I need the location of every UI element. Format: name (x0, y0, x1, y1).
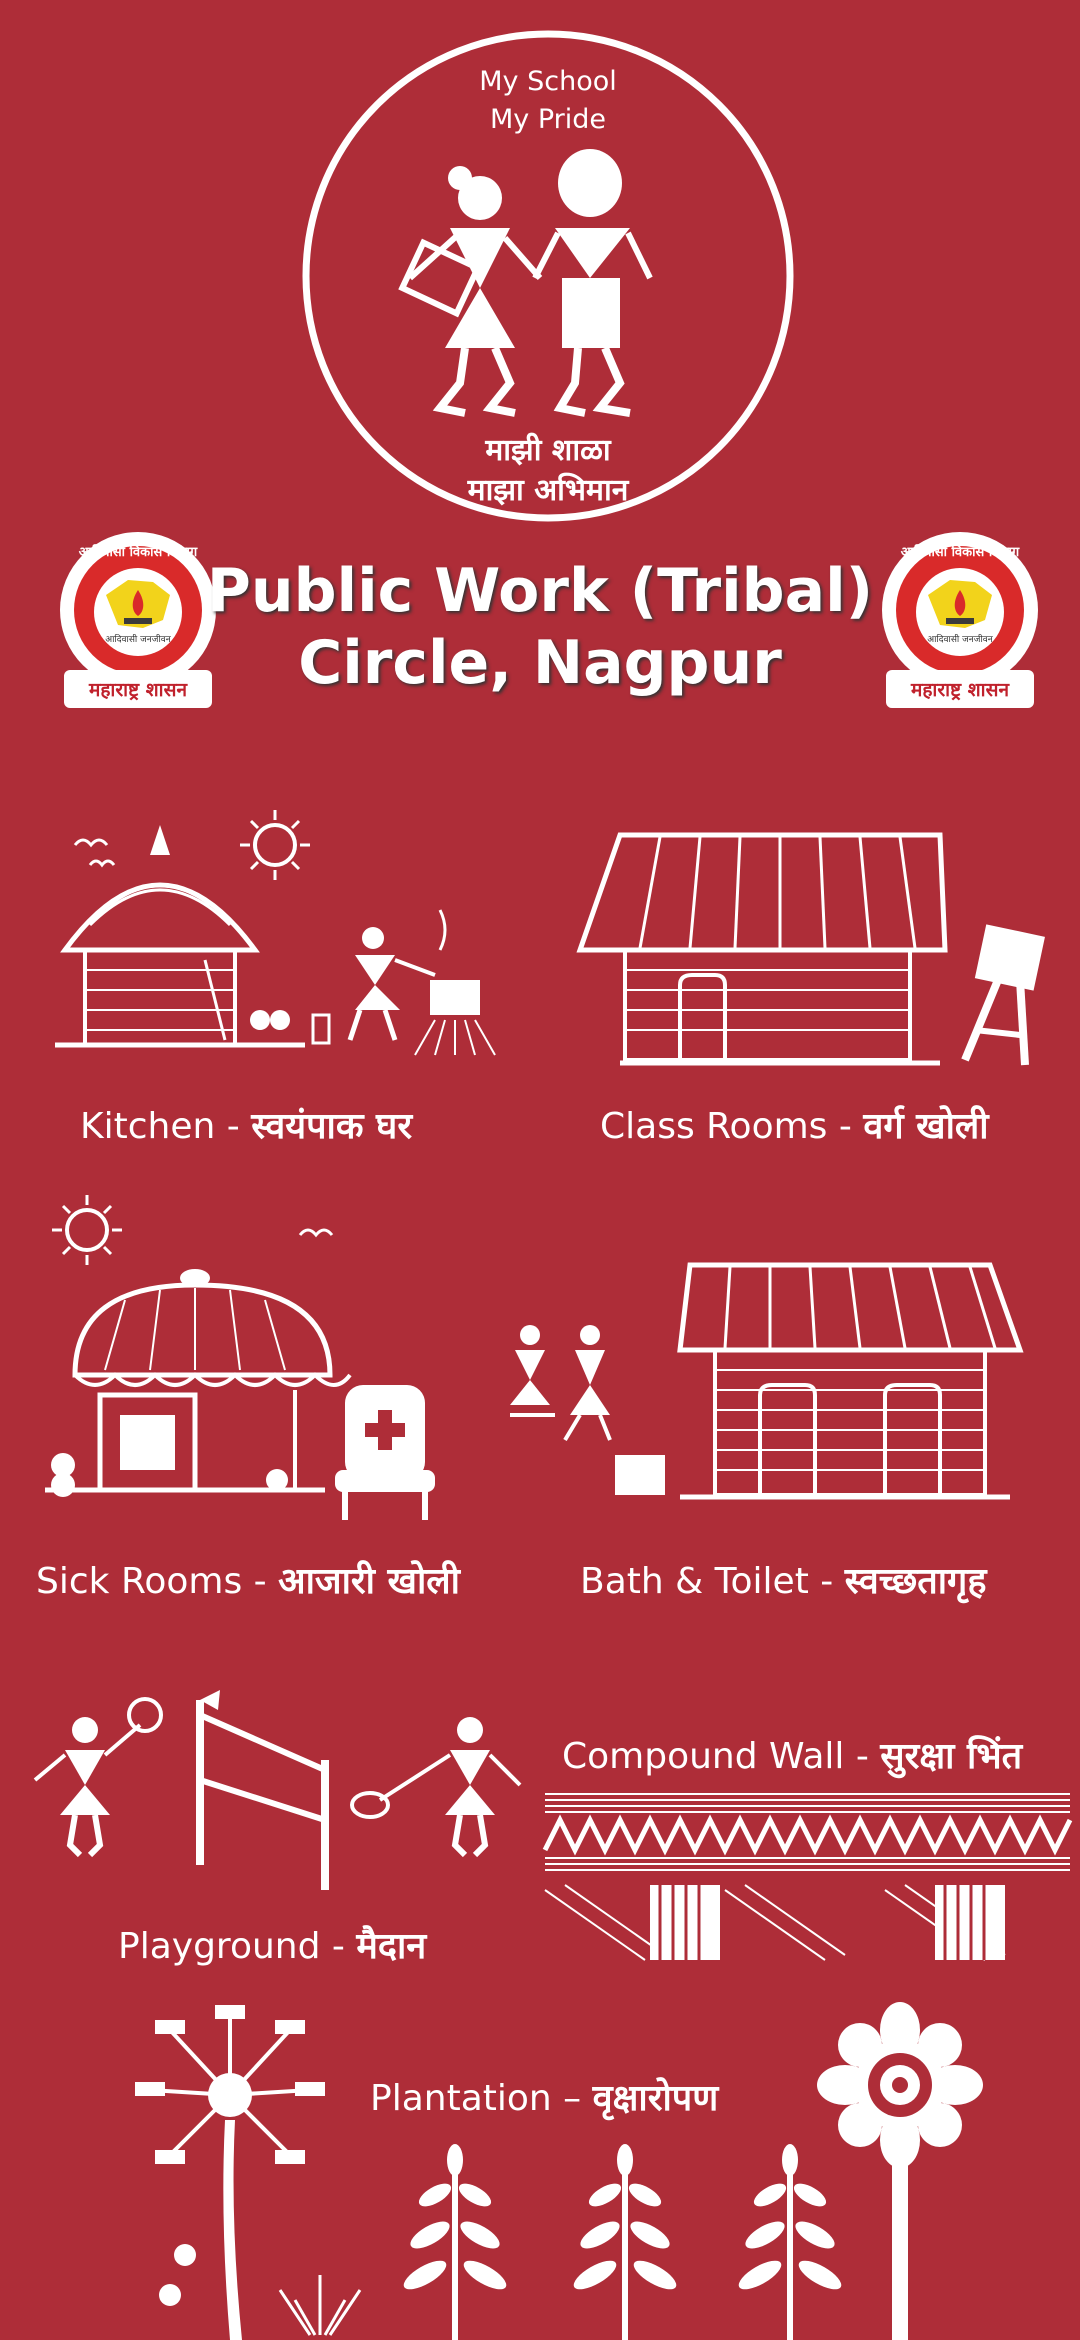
badge-line-2: My Pride (489, 104, 606, 135)
emblem-left-bottom-text: महाराष्ट्र शासन (88, 679, 187, 701)
sun-icon (52, 1195, 122, 1265)
compound-wall-icon (545, 1790, 1070, 1960)
title-line-1: Public Work (Tribal) (206, 556, 874, 626)
plantation-label-mr: वृक्षारोपण (592, 2078, 719, 2119)
classroom-building-icon (580, 825, 1060, 1070)
women-washing-icon (510, 1325, 665, 1495)
badminton-player-icon (35, 1699, 161, 1855)
badge-line-1: My School (479, 66, 617, 97)
decorative-tree-icon (130, 2000, 410, 2340)
emblem-right (880, 520, 1040, 710)
title-line-2: Circle, Nagpur (298, 628, 782, 698)
school-badge (300, 28, 796, 524)
sickrooms-label-en: Sick Rooms - (36, 1561, 279, 1602)
classrooms-label-mr: वर्ग खोली (863, 1106, 989, 1147)
emblem-right-bottom-text: महाराष्ट्र शासन (910, 679, 1009, 701)
cook-figure-icon (350, 927, 435, 1040)
plantation-label-en: Plantation – (370, 2078, 593, 2119)
medical-bed-icon (335, 1385, 435, 1520)
saplings-icon (385, 2145, 865, 2340)
net-icon (200, 1690, 325, 1890)
emblem-left-arc-text: आदिवासी विकास विभाग (78, 545, 198, 560)
playground-label (118, 1920, 426, 1969)
easel-icon (965, 924, 1045, 1065)
compound-label-mr: सुरक्षा भिंत (880, 1736, 1023, 1777)
playground-label-mr: मैदान (356, 1926, 427, 1967)
sapling-icon (570, 2144, 681, 2340)
classrooms-label (600, 1100, 989, 1149)
page-title (200, 555, 880, 699)
sickroom-hut-icon (45, 1190, 465, 1530)
kitchen-label (80, 1100, 412, 1149)
kitchen-label-en: Kitchen - (80, 1106, 252, 1147)
emblem-right-inner-text: आदिवासी जनजीवन (927, 635, 993, 645)
emblem-left-inner-text: आदिवासी जनजीवन (105, 635, 171, 645)
bath-label-mr: स्वच्छतागृह (844, 1561, 987, 1602)
kitchen-label-mr: स्वयंपाक घर (251, 1106, 413, 1147)
playground-label-en: Playground - (118, 1926, 357, 1967)
playground-badminton-icon (30, 1690, 530, 1890)
plantation-label (370, 2072, 718, 2121)
bath-toilet-building-icon (490, 1255, 1030, 1525)
sun-icon (240, 810, 310, 880)
girl-figure-icon (402, 166, 540, 413)
badge-marathi-line-1: माझी शाळा (485, 433, 611, 468)
sickrooms-label-mr: आजारी खोली (278, 1561, 461, 1602)
emblem-right-arc-text: आदिवासी विकास विभाग (900, 545, 1020, 560)
compound-label (562, 1730, 1022, 1779)
boy-figure-icon (535, 149, 650, 413)
flower-tree-icon (800, 2000, 1000, 2340)
emblem-left (58, 520, 218, 710)
kitchen-hut-icon (55, 800, 515, 1060)
classrooms-label-en: Class Rooms - (600, 1106, 864, 1147)
compound-label-en: Compound Wall - (562, 1736, 881, 1777)
sapling-icon (400, 2144, 511, 2340)
hut-icon (55, 825, 305, 1045)
badge-marathi-line-2: माझा अभिमान (467, 473, 629, 508)
bath-label-en: Bath & Toilet - (580, 1561, 845, 1602)
sickrooms-label (36, 1555, 460, 1604)
badminton-player-icon (352, 1717, 520, 1855)
bath-label (580, 1555, 986, 1604)
